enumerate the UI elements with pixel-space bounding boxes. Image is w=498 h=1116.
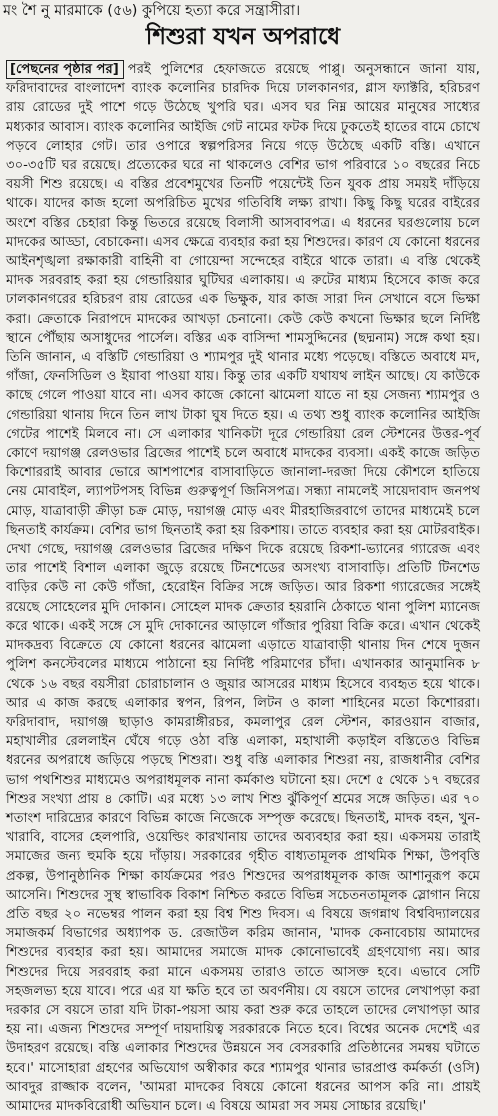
article-body-text: পরই পুলিশের হেফাজতে রয়েছে পাপ্পু। অনুসন্ধানে জানা যায়, ফরিদাবাদের বাংলাদেশ ব্যাংক কলোনির চারদিক দিয়ে ঢালকানগর, গ্লাস ফ্যাক্টরি, হরিচরণ রায় রোডের দুই পাশে গড়ে উঠেছে খুপরি ঘর। এসব ঘর নিম্ন আয়ের মানুষের সাধ্যের মধ্যকার আবাস। ব্যাংক কলোনির আইজি গেট নামের ফটক দিয়ে ঢুকতেই হাতের বামে চোখে পড়বে লোহার গেট। তার ওপারে স্বল্পপরিসর নিয়ে গড়ে উঠেছে একটি বস্তি। এখানে ৩০-৩৫টি ঘর রয়েছে। প্রত্যেকের ঘরে না থাকলেও বেশির ভাগ পরিবারে ১০ বছরের নিচে বয়সী শিশু রয়েছে। এ বস্তির প্রবেশমুখের তিনটি পয়েন্টেই তিন যুবক প্রায় সময়ই দাঁড়িয়ে থাকে। যাদের কাজ হলো অপরিচিত মুখের গতিবিধি লক্ষ্য রাখা। কিছু কিছু ঘরের বাইরের অংশে বস্তির চেহারা কিন্তু ভিতরে রয়েছে বিলাসী আসবাবপত্র। এ ধরনের ঘরগুলোয় চলে মাদকের আড্ডা, বেচাকেনা। এসব ক্ষেত্রে ব্যবহার করা হয় শিশুদের। কারণ যে কোনো ধরনের আইনশৃঙ্খলা রক্ষাকারী বাহিনী বা গোয়েন্দা সন্দেহের বাইরে থাকে তারা। এ বস্তি থেকেই মাদক সরবরাহ করা হয় গেন্ডারিয়ার ঘুটিঘর এলাকায়। এ রুটের মাধ্যম হিসেবে কাজ করে ঢালকানগরের হরিচরণ রায় রোডের এক ভিক্ষুক, যার কাজ সারা দিন সেখানে বসে ভিক্ষা করা। ক্রেতাকে নিরাপদে মাদকের আখড়া চেনানো। কেউ কেউ কখনো ভিক্ষার ছলে নির্দিষ্ট স্থানে পৌঁছায় অসাধুদের পার্সেল। বস্তির এক বাসিন্দা শামসুদ্দিনের (ছদ্মনাম) সঙ্গে কথা হয়। তিনি জানান, এ বস্তিটি গেন্ডারিয়া ও শ্যামপুর দুই থানার মধ্যে পড়েছে। বস্তিতে অবাধে মদ, গাঁজা, ফেনসিডিল ও ইয়াবা পাওয়া যায়। কিন্তু তার একটি যথাযথ লাইন আছে। যে কাউকে কাছে গেলে পাওয়া যাবে না। এসব কাজে কোনো ঝামেলা যাতে না হয় সেজন্য শ্যামপুর ও গেন্ডারিয়া থানায় দিনে তিন লাখ টাকা ঘুষ দিতে হয়। এ তথ্য শুধু ব্যাংক কলোনির আইজি গেটের পাশেই মিলবে না। সে এলাকার খানিকটা দূরে গেন্ডারিয়া রেল স্টেশনের উত্তর-পূর্ব কোণে দয়াগঞ্জ রেলওভার ব্রিজের পাশেই চলে অবাধে মাদকের ব্যবসা। একই কাজে জড়িত কিশোররাই আবার ভোরে আশপাশের বাসাবাড়িতে জানালা-দরজা দিয়ে কৌশলে হাতিয়ে নেয় মোবাইল, ল্যাপটপসহ বিভিন্ন গুরুত্বপূর্ণ জিনিসপত্র। সন্ধ্যা নামলেই সায়েদাবাদ জনপথ মোড়, যাত্রাবাড়ী ক্রীড়া চক্র মোড়, দয়াগঞ্জ মোড় এবং মীরহাজিরবাগে তাদের মাধ্যমেই চলে ছিনতাই কার্যক্রম। বেশির ভাগ ছিনতাই করা হয় রিকশায়। তাতে ব্যবহার করা হয় মোটরবাইক। দেখা গেছে, দয়াগঞ্জ রেলওভার ব্রিজের দক্ষিণ দিকে রয়েছে রিকশা-ভ্যানের গ্যারেজ এবং তার পাশেই বিশাল এলাকা জুড়ে রয়েছে টিনশেডের অসংখ্য বাসাবাড়ি। প্রতিটি টিনশেড বাড়ির কেউ না কেউ গাঁজা, হেরোইন বিক্রির সঙ্গে জড়িত। আর রিকশা গ্যারেজের সঙ্গেই রয়েছে সোহেলের মুদি দোকান। সোহেল মাদক ক্রেতার হয়রানি ঠেকাতে থানা পুলিশ ম্যানেজ করে থাকে। একই সঙ্গে সে মুদি দোকানের আড়ালে গাঁজার পুরিয়া বিক্রি করে। এখান থেকেই মাদকদ্রব্য বিক্রেতে যে কোনো ধরনের ঝামেলা এড়াতে যাত্রাবাড়ী থানায় দিন শেষে দুজন পুলিশ কনস্টেবলের মাধ্যমে পাঠানো হয় নির্দিষ্ট পরিমাণের চাঁদা। এখানকার আনুমানিক ৮ থেকে ১৬ বছর বয়সীরা চোরাচালান ও জুয়ার আসরের মাধ্যম হিসেবে ব্যবহৃত হয়ে থাকে। আর এ কাজ করছে এলাকার স্বপন, রিপন, লিটন ও কালা শাহিনের মতো কিশোররা। ফরিদাবাদ, দয়াগঞ্জ ছাড়াও কামরাঙ্গীরচর, কমলাপুর রেল স্টেশন, কারওয়ান বাজার, মহাখালীর রেললাইন ঘেঁষে গড়ে ওঠা বস্তি এলাকা, মহাখালী কড়াইল বস্তিতেও বিভিন্ন ধরনের অপরাধে জড়িয়ে পড়ছে শিশুরা। শুধু বস্তি এলাকার শিশুরা নয়, রাজধানীর বেশির ভাগ পথশিশুর মাধ্যমেও অপরাধমূলক নানা কর্মকাণ্ড ঘটানো হয়। দেশে ৫ থেকে ১৭ বছরের শিশুর সংখ্যা প্রায় ৪ কোটি। এর মধ্যে ১৩ লাখ শিশু ঝুঁকিপূর্ণ শ্রমের সঙ্গে জড়িত। এর ৭০ শতাংশ দারিদ্র্যের কারণে বিভিন্ন কাজে নিজেকে সম্পৃক্ত করেছে। ছিনতাই, মাদক বহন, খুন-খারাবি, বাসের হেলপারি, ওয়েল্ডিং কারখানায় তাদের অব্যবহার করা হয়। একসময় তারাই সমাজের জন্য হুমকি হয়ে দাঁড়ায়। সরকারের গৃহীত বাধ্যতামূলক প্রাথমিক শিক্ষা, উপবৃত্তি প্রকল্প, উপানুষ্ঠানিক শিক্ষা কার্যক্রমের পরও শিশুদের অপরাধমূলক কাজ আশানুরূপ কমে আসেনি। শিশুদের সুস্থ স্বাভাবিক বিকাশ নিশ্চিত করতে বিভিন্ন সচেতনতামূলক স্লোগান নিয়ে প্রতি বছর ২০ নভেম্বর পালন করা হয় বিশ্ব শিশু দিবস। এ বিষয়ে জগন্নাথ বিশ্ববিদ্যালয়ের সমাজকর্ম বিভাগের অধ্যাপক ড. রেজাউল করিম জানান, 'মাদক কেনাবেচায় আমাদের শিশুদের ব্যবহার করা হয়। আমাদের সমাজে মাদক কোনোভাবেই গ্রহণযোগ্য নয়। আর শিশুদের দিয়ে সরবরাহ করা মানে একসময় তারাও তাতে আসক্ত হবে। এভাবে সেটি সহজলভ্য হয়ে যাবে। পরে এর যা ক্ষতি হবে তা অবর্ণনীয়। যে বয়সে তাদের লেখাপড়া করা দরকার সে বয়সে তারা যদি টাকা-পয়সা আয় করা শুরু করে তাহলে তাদের লেখাপড়া আর হয় না। এজন্য শিশুদের সম্পূর্ণ দায়দায়িত্ব সরকারকে নিতে হবে। বিশ্বের অনেক দেশেই এর উদাহরণ রয়েছে। বস্তি এলাকার শিশুদের উন্নয়নে সব বেসরকারি প্রতিষ্ঠানের সমন্বয় ঘটাতে হবে।' মাসোহারা গ্রহণের অভিযোগ অস্বীকার করে শ্যামপুর থানার ভারপ্রাপ্ত কর্মকর্তা (ওসি) আবদুর রাজ্জাক বলেন, 'আমরা মাদকের বিষয়ে কোনো ধরনের আপস করি না। প্রায়ই আমাদের মাদকবিরোধী অভিযান চলে। এ বিষয়ে আমরা সব সময় সোচ্চার রয়েছি।': [6, 62, 480, 1114]
article-body: [6, 60, 480, 1114]
continued-label: [পেছনের পৃষ্ঠার পর]: [6, 60, 124, 79]
article-headline: শিশুরা যখন অপরাধে: [145, 23, 341, 50]
previous-article-tail: মং শৈ নু মারমাকে (৫৬) কুপিয়ে হত্যা করে সন্ত্রাসীরা।: [3, 3, 301, 19]
